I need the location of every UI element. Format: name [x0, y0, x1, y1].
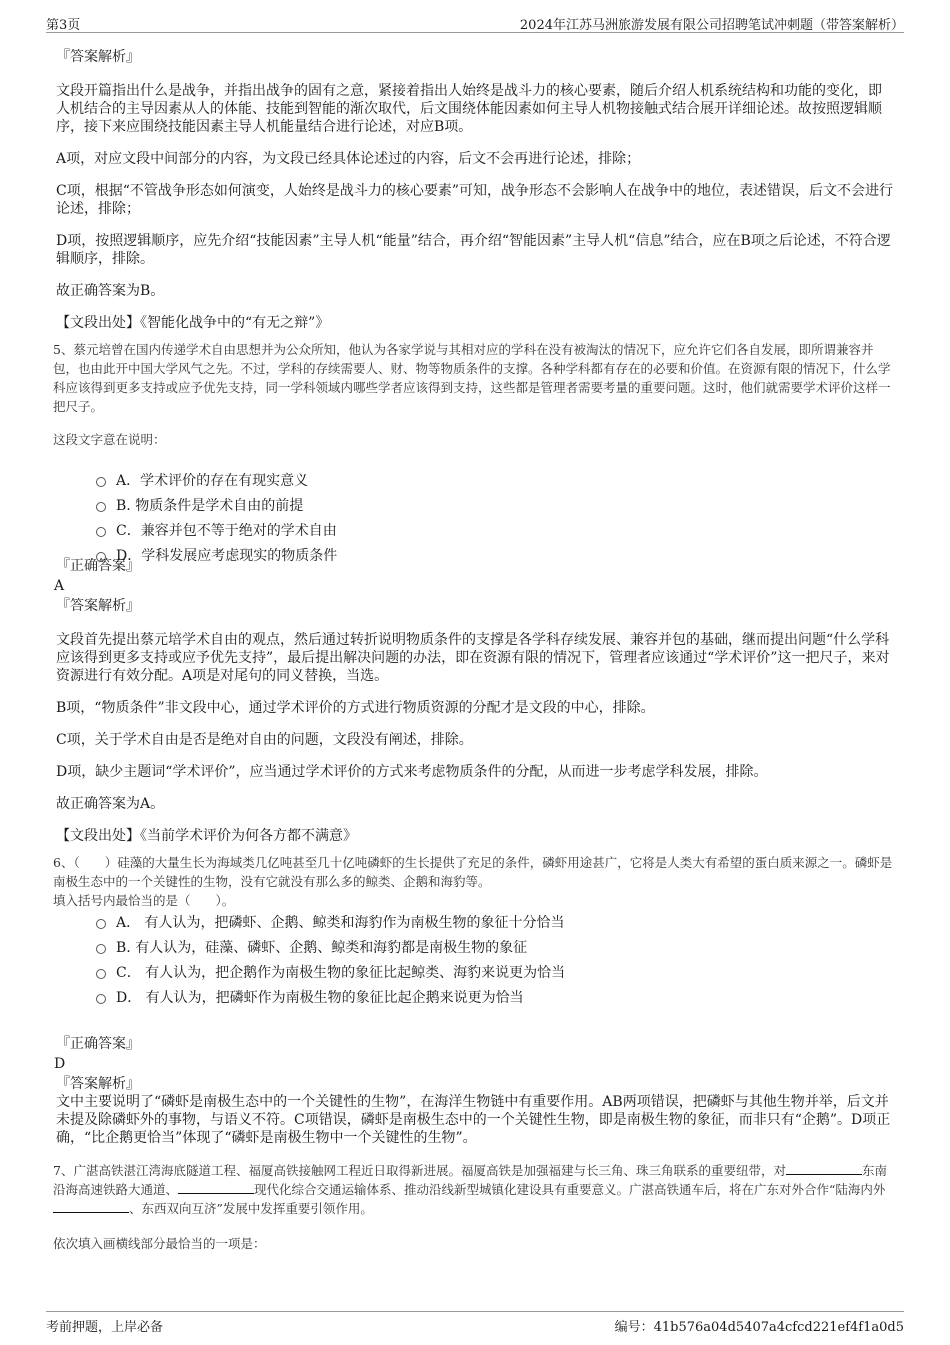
radio-icon[interactable] [96, 994, 106, 1004]
q5-source: 【文段出处】《当前学术评价为何各方都不满意》 [56, 828, 357, 844]
q5-option-c[interactable] [56, 519, 894, 544]
q5-stem: 5、蔡元培曾在国内传递学术自由思想并为公众所知，他认为各家学说与其相对应的学科在没有被淘汰的情况下，应允许它们各自发展，即所谓兼容并包，也由此开中国大学风气之先。不过，学科的存续需要人、财、物等物质条件的支撑。各种学科都有存在的必要和价值。在资源有限的情况下，什么学科应该得到更多支持或应予优先支持，同一学科领域内哪些学者应该得到支持，这些都是管理者需要考量的重要问题。这时，他们就需要学术评价这样一把尺子。 [53, 342, 891, 414]
radio-icon[interactable] [96, 944, 106, 954]
q5-analysis-p2: B项，“物质条件”非文段中心，通过学术评价的方式进行物质资源的分配才是文段的中心，排除。 [56, 700, 655, 716]
q6-answer-label: 『正确答案』 [56, 1036, 140, 1052]
q5-conclusion: 故正确答案为A。 [56, 796, 165, 812]
q7-stem-part3: 现代化综合交通运输体系、推动沿线新型城镇化建设具有重要意义。广湛高铁通车后，将在广东对外合作“陆海内外 [254, 1182, 886, 1197]
q7-blank-1 [786, 1162, 862, 1175]
q5-option-d[interactable] [56, 544, 894, 564]
q4-analysis-p3: C项，根据“不管战争形态如何演变，人始终是战斗力的核心要素”可知，战争形态不会影响人在战争中的地位，表述错误，后文不会进行论述，排除； [56, 183, 894, 217]
radio-icon[interactable] [96, 919, 106, 929]
option-label: D． 有人认为，把磷虾作为南极生物的象征比起企鹅来说更为恰当 [116, 990, 524, 1006]
document-title: 2024年江苏马洲旅游发展有限公司招聘笔试冲刺题（带答案解析） [519, 18, 904, 33]
q7-blank-3 [53, 1200, 129, 1213]
q6-option-c[interactable] [56, 961, 894, 986]
q4-source: 【文段出处】《智能化战争中的“有无之辩”》 [56, 315, 330, 331]
q7-stem-part2: 东南沿海高速铁路大通道、 [53, 1163, 887, 1197]
page-footer [46, 1311, 904, 1336]
footer-slogan: 考前押题，上岸必备 [46, 1320, 164, 1335]
q5-question: 这段文字意在说明： [53, 432, 166, 447]
document-id: 编号：41b576a04d5407a4cfcd221ef4f1a0d5 [614, 1320, 904, 1335]
q5-answer: A [54, 578, 65, 594]
q4-analysis-label: 『答案解析』 [56, 49, 140, 65]
q7-question: 依次填入画横线部分最恰当的一项是： [53, 1236, 266, 1251]
q5-answer-label: 『正确答案』 [56, 558, 140, 574]
q6-option-b[interactable] [56, 936, 894, 961]
option-label: B. 物质条件是学术自由的前提 [116, 498, 304, 514]
option-label: A． 有人认为，把磷虾、企鹅、鲸类和海豹作为南极生物的象征十分恰当 [116, 915, 565, 931]
q6-question: 填入括号内最恰当的是（ ）。 [53, 893, 235, 908]
q5-option-b[interactable] [56, 494, 894, 519]
q4-analysis-p2: A项，对应文段中间部分的内容，为文段已经具体论述过的内容，后文不会再进行论述，排除； [56, 151, 641, 167]
q6-option-a[interactable] [56, 911, 894, 936]
q4-conclusion: 故正确答案为B。 [56, 283, 165, 299]
q5-analysis-p1: 文段首先提出蔡元培学术自由的观点，然后通过转折说明物质条件的支撑是各学科存续发展、兼容并包的基础，继而提出问题“什么学科应该得到更多支持或应予优先支持”，最后提出解决问题的办法，即在资源有限的情况下，管理者应该通过“学术评价”这一把尺子，来对资源进行有效分配。A项是对尾句的同义替换，当选。 [56, 632, 890, 684]
q4-analysis-p1: 文段开篇指出什么是战争，并指出战争的固有之意，紧接着指出人始终是战斗力的核心要素，随后介绍人机系统结构和功能的变化，即人机结合的主导因素从人的体能、技能到智能的渐次取代，后文围绕体能因素如何主导人机物接触式结合展开详细论述。故按照逻辑顺序，接下来应围绕技能因素主导人机能量结合进行论述，对应B项。 [56, 83, 882, 135]
q7-stem-part4: 、东西双向互济”发展中发挥重要引领作用。 [129, 1201, 373, 1216]
option-label: C．兼容并包不等于绝对的学术自由 [116, 523, 337, 539]
radio-icon[interactable] [96, 527, 106, 537]
page-content [53, 42, 894, 1253]
q4-analysis-p4: D项，按照逻辑顺序，应先介绍“技能因素”主导人机“能量”结合，再介绍“智能因素”主导人机“信息”结合，应在B项之后论述，不符合逻辑顺序，排除。 [56, 233, 891, 267]
q5-analysis-p4: D项，缺少主题词“学术评价”，应当通过学术评价的方式来考虑物质条件的分配，从而进一步考虑学科发展，排除。 [56, 764, 768, 780]
option-label: A．学术评价的存在有现实意义 [116, 473, 309, 489]
q7-blank-2 [178, 1181, 254, 1194]
q5-option-a[interactable] [56, 469, 894, 494]
q6-answer: D [54, 1056, 66, 1072]
q5-analysis-label: 『答案解析』 [56, 598, 140, 614]
option-label: B. 有人认为，硅藻、磷虾、企鹅、鲸类和海豹都是南极生物的象征 [116, 940, 528, 956]
page-number: 第3页 [46, 18, 81, 33]
q6-stem: 6、（ ）硅藻的大量生长为海域类几亿吨甚至几十亿吨磷虾的生长提供了充足的条件，磷虾用途甚广，它将是人类大有希望的蛋白质来源之一。磷虾是南极生态中的一个关键性的生物，没有它就没有那么多的鲸类、企鹅和海豹等。 [53, 855, 893, 889]
q5-analysis-p3: C项，关于学术自由是否是绝对自由的问题，文段没有阐述，排除。 [56, 732, 473, 748]
q5-options [56, 469, 894, 564]
q6-options [56, 911, 894, 1011]
q7-stem-part1: 7、广湛高铁湛江湾海底隧道工程、福厦高铁接触网工程近日取得新进展。福厦高铁是加强福建与长三角、珠三角联系的重要纽带，对 [53, 1163, 786, 1178]
q6-analysis-p1: 文中主要说明了“磷虾是南极生态中的一个关键性的生物”，在海洋生物链中有重要作用。AB两项错误，把磷虾与其他生物并举，后文并未提及除磷虾外的事物，与语义不符。C项错误，磷虾是南极生态中的一个关键性生物，即是南极生物的象征，而非只有“企鹅”。D项正确，“比企鹅更恰当”体现了“磷虾是南极生物中一个关键性的生物”。 [56, 1094, 891, 1146]
radio-icon[interactable] [96, 477, 106, 487]
q6-option-d[interactable] [56, 986, 894, 1011]
radio-icon[interactable] [96, 502, 106, 512]
option-label: D．学科发展应考虑现实的物质条件 [116, 548, 338, 564]
radio-icon[interactable] [96, 969, 106, 979]
option-label: C． 有人认为，把企鹅作为南极生物的象征比起鲸类、海豹来说更为恰当 [116, 965, 566, 981]
q7-stem [53, 1161, 894, 1218]
page-header [46, 12, 904, 33]
q6-analysis-label: 『答案解析』 [56, 1076, 140, 1092]
